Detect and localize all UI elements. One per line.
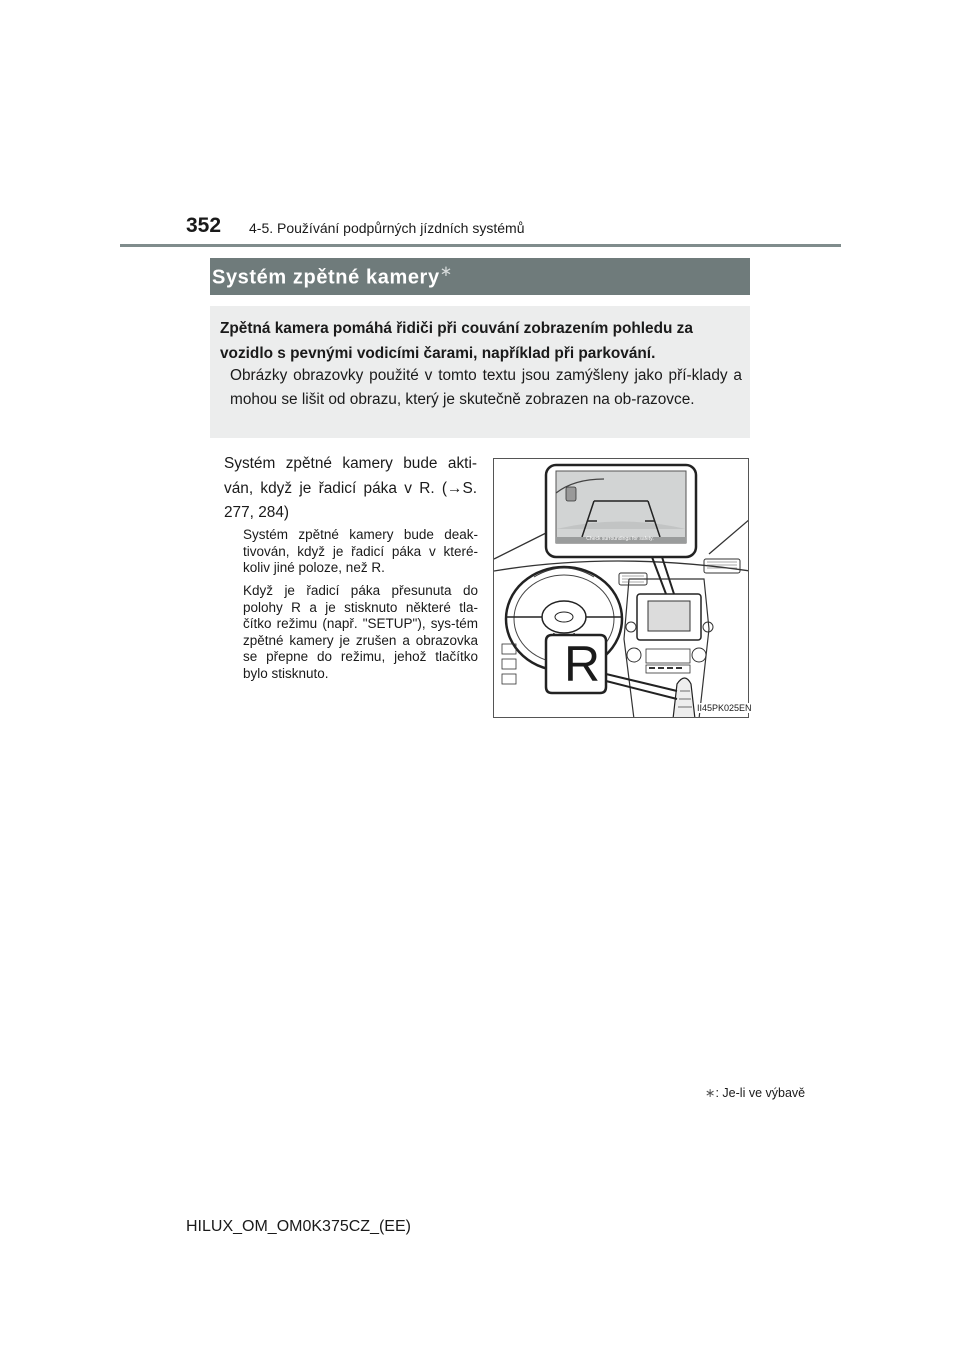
gear-r-label: R [564,636,601,692]
section-title [212,262,453,290]
footnote-asterisk: ∗ [705,1086,716,1100]
screen-caption: Check surroundings for safety. [586,536,654,542]
intro-note-text: Obrázky obrazovky použité v tomto textu jsou zamýšleny jako pří-klady a mohou se lišit od obrazu, který je skutečně zobrazen na ob-razovce. [230,367,742,408]
sub-note-deactivation: Systém zpětné kamery bude deak-tivován, když je řadicí páka v které-koliv jiné poloze, než R. [243,527,478,575]
dashboard-drawing [494,459,749,718]
title-asterisk: ∗ [439,263,453,280]
footnote [705,1085,805,1100]
section-title-text: Systém zpětné kamery [212,266,440,289]
footnote-text: : Je-li ve výbavě [715,1086,806,1100]
main-paragraph: Systém zpětné kamery bude akti-ván, když je řadicí páka v R. (→S. 277, 284) [224,455,477,521]
figure-code: II45PK025EN [697,703,752,713]
page-number: 352 [186,214,222,237]
document-id: HILUX_OM_OM0K375CZ_(EE) [186,1218,411,1235]
sub-note-mode-button: Když je řadicí páka přesunuta do polohy R a je stisknuto některé tla-čítko režimu (např. "SETUP"), sys-tém zpětné kamery je zrušen a obrazovka se přepne do režimu, jehož tlačítko bylo stisknuto. [243,583,478,681]
running-header: 4-5. Používání podpůrných jízdních systémů [249,220,525,236]
dashboard-illustration [493,458,749,718]
header-rule [120,244,841,247]
intro-bold-text: Zpětná kamera pomáhá řidiči při couvání zobrazením pohledu za vozidlo s pevnými vodicími čarami, například při parkování. [220,320,693,362]
